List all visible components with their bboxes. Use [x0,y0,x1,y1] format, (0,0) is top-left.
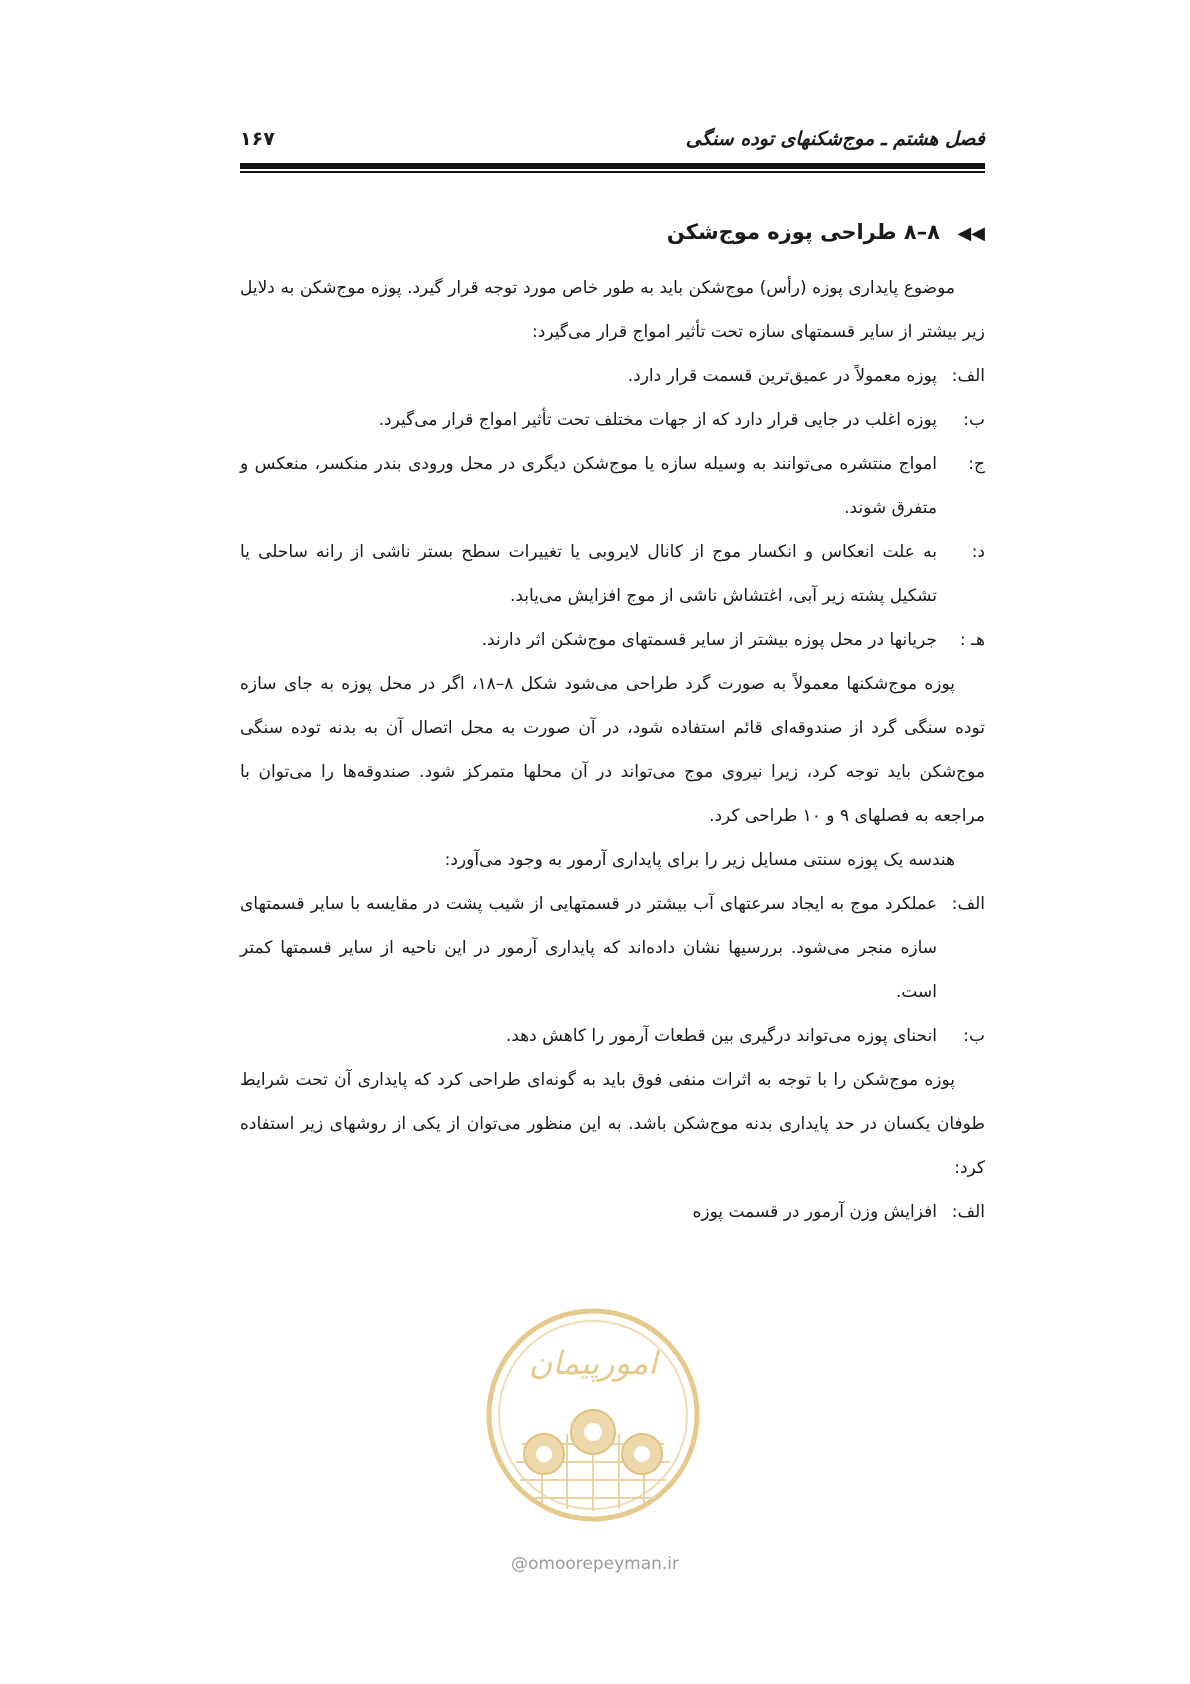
list-item [240,354,985,398]
item-label: ب: [963,1026,985,1046]
list-item [240,882,985,1014]
list-item [240,530,985,618]
item-text: امواج منتشره می‌توانند به وسیله سازه یا موج‌شکن دیگری در محل ورودی بندر منکسر، منعکس و متفرق شوند. [240,454,937,518]
logo-script-text: امورپیمان [528,1344,658,1382]
item-label: د: [971,542,985,562]
reasons-list [240,354,985,662]
item-text: انحنای پوزه می‌تواند درگیری بین قطعات آرمور را کاهش دهد. [505,1026,937,1046]
section-number: ۸–۸ [903,220,940,244]
item-label: الف: [951,894,985,914]
header-rule-thick [240,163,985,169]
running-header [240,128,985,158]
item-label: ب: [963,410,985,430]
item-text: پوزه معمولاً در عمیق‌ترین قسمت قرار دارد. [627,366,937,386]
issues-list [240,882,985,1058]
item-label: ج: [968,454,985,474]
list-item [240,1014,985,1058]
item-text: جریانها در محل پوزه بیشتر از سایر قسمتهای موج‌شکن اثر دارند. [481,630,937,650]
section-title: طراحی پوزه موج‌شکن [666,220,897,244]
item-label: الف: [951,366,985,386]
list-item [240,442,985,530]
item-text: افزایش وزن آرمور در قسمت پوزه [692,1202,937,1222]
list-item [240,618,985,662]
list-item [240,1190,985,1234]
roundhead-paragraph: پوزه موج‌شکنها معمولاً به صورت گرد طراحی می‌شود شکل ۸–۱۸، اگر در محل پوزه به جای سازه توده سنگی گرد از صندوقه‌ای قائم استفاده شود، در آن صورت به محل اتصال آن به بدنه توده سنگی موج‌شکن باید توجه کرد، زیرا نیروی موج می‌تواند در آن محلها متمرکز شود. صندوقه‌ها را می‌توان با مراجعه به فصلهای ۹ و ۱۰ طراحی کرد. [240,674,985,826]
site-text: omoorepeyman.ir [527,1554,680,1574]
geometry-paragraph: هندسه یک پوزه سنتی مسایل زیر را برای پایداری آرمور به وجود می‌آورد: [444,850,955,870]
at-icon: @ [510,1554,528,1574]
body-text [240,212,985,1234]
section-heading [240,212,985,254]
chapter-title: فصل هشتم ـ موج‌شکنهای توده سنگی [685,128,985,150]
item-label: الف: [951,1202,985,1222]
intro-paragraph: موضوع پایداری پوزه (رأس) موج‌شکن باید به طور خاص مورد توجه قرار گیرد. پوزه موج‌شکن به دلایل زیر بیشتر از سایر قسمتهای سازه تحت تأثیر امواج قرار می‌گیرد: [240,278,985,342]
item-text: عملکرد موج به ایجاد سرعتهای آب بیشتر در قسمتهایی از شیب پشت در مقایسه با سایر قسمتهای سازه منجر می‌شود. بررسیها نشان داده‌اند که پایداری آرمور در این ناحیه از سایر قسمتها کمتر است. [240,894,937,1002]
item-text: پوزه اغلب در جایی قرار دارد که از جهات مختلف تحت تأثیر امواج قرار می‌گیرد. [378,410,937,430]
design-paragraph: پوزه موج‌شکن را با توجه به اثرات منفی فوق باید به گونه‌ای طراحی کرد که پایداری آن تحت شرایط طوفان یکسان در حد پایداری بدنه موج‌شکن باشد. به این منظور می‌توان از یکی از روشهای زیر استفاده کرد: [240,1070,985,1178]
watermark-logo [482,1304,704,1526]
item-text: به علت انعکاس و انکسار موج از کانال لایروبی یا تغییرات سطح بستر ناشی از رانه ساحلی یا تشکیل پشته زیر آبی، اغتشاش ناشی از موج افزایش می‌یابد. [240,542,937,606]
page-number: ۱۶۷ [240,128,275,150]
list-item [240,398,985,442]
double-arrow-icon: ◀◀ [957,223,985,244]
item-label: هـ : [959,630,985,650]
watermark-site [470,1554,720,1574]
header-rule-thin [240,171,985,173]
methods-list [240,1190,985,1234]
